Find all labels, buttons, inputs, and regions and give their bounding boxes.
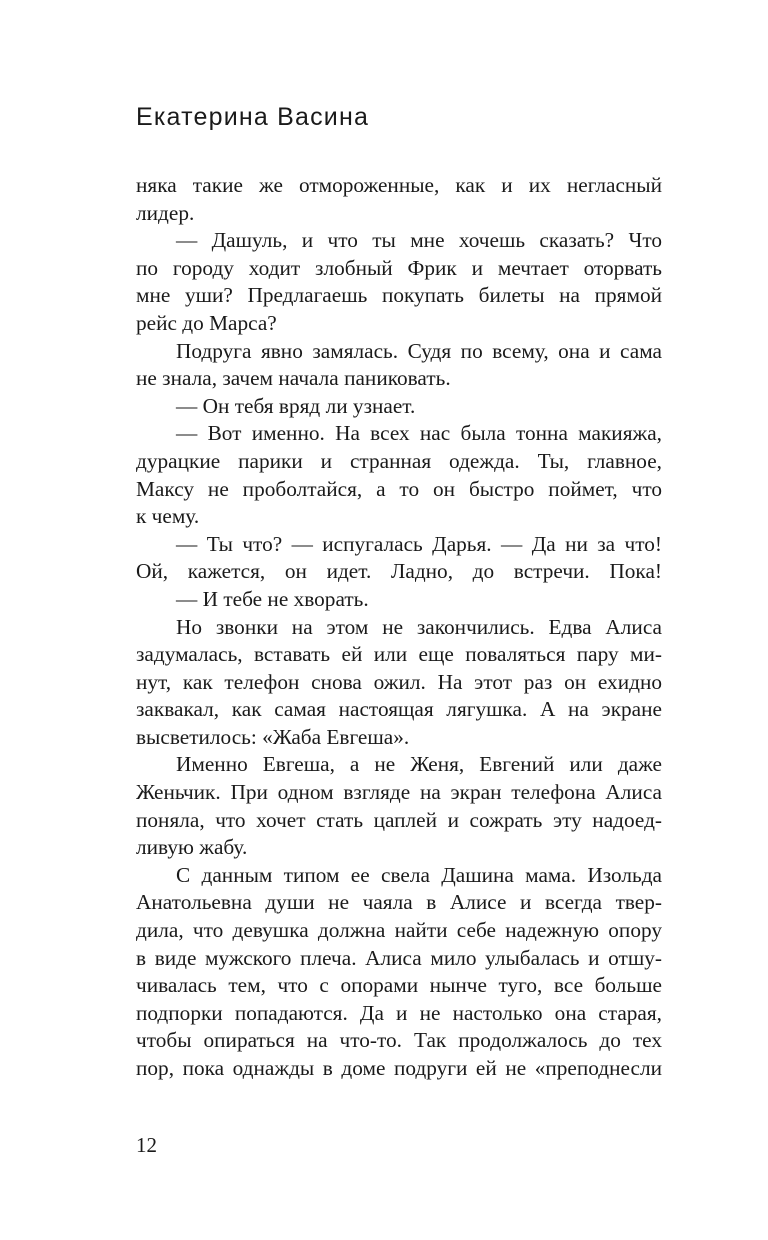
page-number: 12 [136, 1133, 157, 1157]
text-line: рейс до Марса? [136, 310, 277, 335]
text-line: чтобы опираться на что-то. Так продолжалось до тех [136, 1028, 662, 1053]
text-line: Именно Евгеша, а не Женя, Евгений или даже [176, 752, 662, 777]
text-line: няка такие же отмороженные, как и их негласный [136, 173, 662, 197]
text-line: Женьчик. При одном взгляде на экран телефона Алиса [136, 780, 662, 805]
text-line: по городу ходит злобный Фрик и мечтает оторвать [136, 255, 662, 280]
text-line: Анатольевна души не чаяла в Алисе и всегда твер- [136, 890, 662, 915]
text-line: — Дашуль, и что ты мне хочешь сказать? Что [176, 228, 662, 253]
text-line: — Он тебя вряд ли узнает. [176, 393, 416, 418]
text-line: в виде мужского плеча. Алиса мило улыбалась и отшу- [136, 945, 662, 970]
text-line: к чему. [136, 504, 200, 529]
text-line: Но звонки на этом не закончились. Едва Алиса [176, 614, 662, 639]
text-line: дурацкие парики и странная одежда. Ты, главное, [136, 448, 662, 473]
text-line: ливую жабу. [136, 835, 248, 860]
text-line: чивалась тем, что с опорами нынче туго, все больше [136, 973, 662, 998]
text-line: С данным типом ее свела Дашина мама. Изольда [176, 862, 662, 887]
text-line: подпорки попадаются. Да и не настолько она старая, [136, 1000, 662, 1025]
text-line: нут, как телефон снова ожил. На этот раз он ехидно [136, 669, 662, 694]
running-head-author: Екатерина Васина [136, 103, 370, 131]
text-line: — Вот именно. На всех нас была тонна макияжа, [176, 421, 662, 446]
text-line: поняла, что хочет стать цаплей и сожрать эту надоед- [136, 807, 662, 832]
text-line: Подруга явно замялась. Судя по всему, она и сама [176, 338, 662, 363]
text-line: задумалась, вставать ей или еще поваляться пару ми- [136, 642, 662, 667]
text-line: — И тебе не хворать. [176, 586, 369, 611]
text-line: не знала, зачем начала паниковать. [136, 366, 451, 391]
text-line: Ой, кажется, он идет. Ладно, до встречи. Пока! [136, 559, 662, 584]
text-line: мне уши? Предлагаешь покупать билеты на прямой [136, 283, 662, 308]
text-line: — Ты что? — испугалась Дарья. — Да ни за что! [176, 531, 662, 556]
text-line: высветилось: «Жаба Евгеша». [136, 724, 410, 749]
text-line: Максу не проболтайся, а то он быстро поймет, что [136, 476, 662, 501]
body-text [136, 172, 662, 1083]
text-line: заквакал, как самая настоящая лягушка. А на экране [136, 697, 662, 722]
text-line: дила, что девушка должна найти себе надежную опору [136, 918, 662, 943]
text-line: пор, пока однажды в доме подруги ей не «преподнесли [136, 1056, 662, 1080]
text-line: лидер. [136, 200, 195, 225]
